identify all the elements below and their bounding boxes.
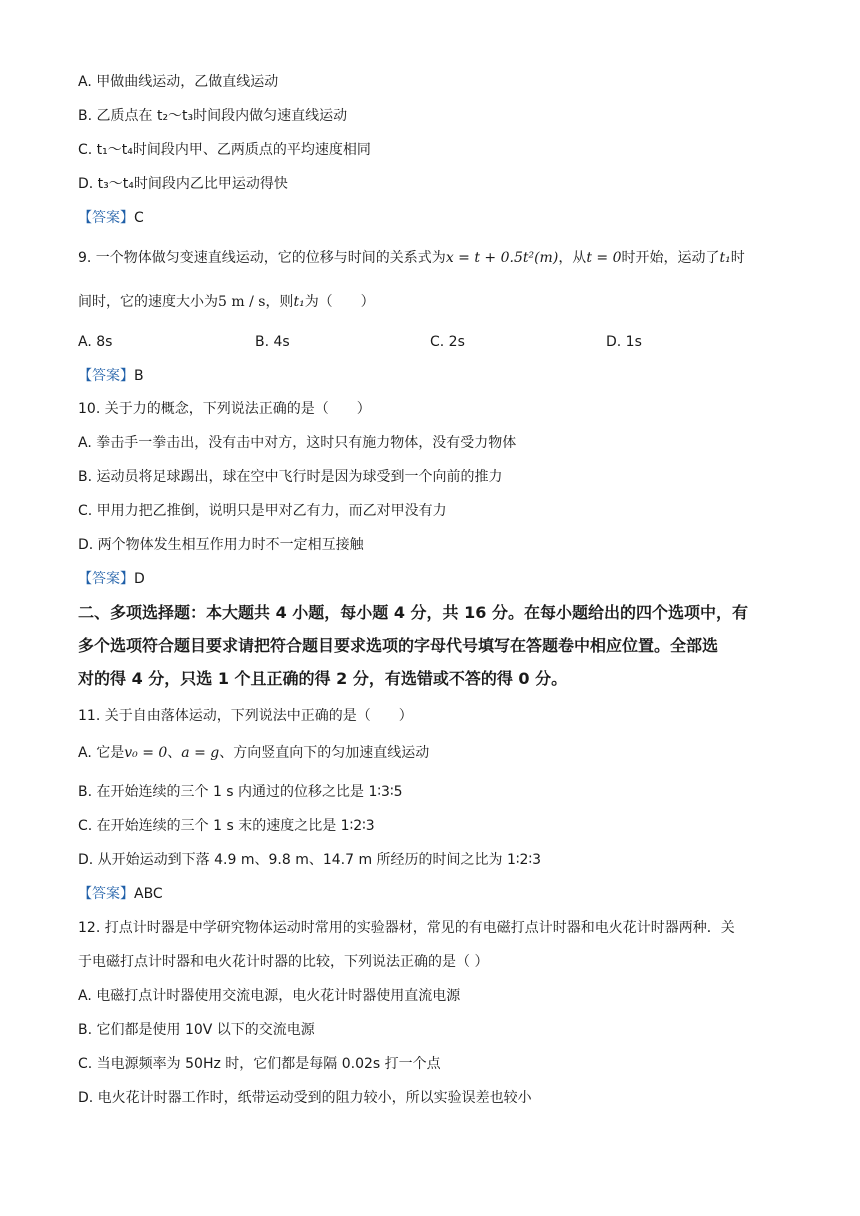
q9-options [78,332,798,352]
section2-heading-line1: 二、多项选择题：本大题共 4 小题，每小题 4 分，共 16 分。在每小题给出的四个选项中，有 [78,603,748,622]
q9-t1: t₁ [719,250,731,266]
q12-option-a: A. 电磁打点计时器使用交流电源，电火花计时器使用直流电源 [78,988,461,1004]
q11-a-pre: A. 它是 [78,745,125,761]
q11-a-end: 、方向竖直向下的匀加速直线运动 [219,745,430,761]
q9-stem-mid: ，从 [558,250,587,266]
q9-line2-end: 为（ ） [304,294,375,310]
q11-a-ag: a = g [181,745,220,761]
section2-heading-line2: 多个选项符合题目要求请把符合题目要求选项的字母代号填写在答题卷中相应位置。全部选 [78,636,719,655]
answer-tag: 【答案】 [78,886,134,902]
q9-option-a: A. 8s [78,334,113,350]
q9-speed: 5 m / s [218,294,266,310]
q9-stem-end: 时 [730,250,745,266]
answer-tag: 【答案】 [78,571,134,587]
q11-stem: 11. 关于自由落体运动，下列说法中正确的是（ ） [78,708,413,724]
q9-line2-pre: 间时，它的速度大小为 [78,294,218,310]
q12-option-b: B. 它们都是使用 10V 以下的交流电源 [78,1022,315,1038]
answer-value: B [134,368,144,384]
q10-option-a: A. 拳击手一拳击出，没有击中对方，这时只有施力物体，没有受力物体 [78,435,517,451]
q9-answer [78,366,144,386]
q9-option-b: B. 4s [255,334,290,350]
q10-option-d: D. 两个物体发生相互作用力时不一定相互接触 [78,537,364,553]
q8-option-c: C. t₁～t₄时间段内甲、乙两质点的平均速度相同 [78,142,371,158]
q9-line2-mid: ，则 [265,294,294,310]
answer-value: C [134,210,144,226]
q11-a-v0: v₀ = 0 [124,745,168,761]
q11-option-b: B. 在开始连续的三个 1 s 内通过的位移之比是 1∶3∶5 [78,784,403,800]
q8-option-a: A. 甲做曲线运动，乙做直线运动 [78,74,279,90]
answer-value: ABC [134,886,163,902]
q12-option-c: C. 当电源频率为 50Hz 时，它们都是每隔 0.02s 打一个点 [78,1056,441,1072]
q8-option-b: B. 乙质点在 t₂～t₃时间段内做匀速直线运动 [78,108,348,124]
q9-t0: t = 0 [586,250,622,266]
q11-option-a [78,743,429,763]
q9-stem-line1 [78,248,745,268]
q10-stem: 10. 关于力的概念，下列说法正确的是（ ） [78,401,371,417]
q12-stem-line1: 12. 打点计时器是中学研究物体运动时常用的实验器材，常见的有电磁打点计时器和电火花计时器两种．关 [78,920,735,936]
q9-option-c: C. 2s [430,334,465,350]
q9-formula: x = t + 0.5t²(m) [445,250,559,266]
q12-stem-line2: 于电磁打点计时器和电火花计时器的比较，下列说法正确的是（ ） [78,954,489,970]
section2-heading-line3: 对的得 4 分，只选 1 个且正确的得 2 分，有选错或不答的得 0 分。 [78,669,568,688]
q10-option-b: B. 运动员将足球踢出，球在空中飞行时是因为球受到一个向前的推力 [78,469,503,485]
q11-option-c: C. 在开始连续的三个 1 s 末的速度之比是 1∶2∶3 [78,818,375,834]
q9-stem-line2 [78,292,375,312]
answer-tag: 【答案】 [78,210,134,226]
q10-option-c: C. 甲用力把乙推倒，说明只是甲对乙有力，而乙对甲没有力 [78,503,447,519]
q12-option-d: D. 电火花计时器工作时，纸带运动受到的阻力较小，所以实验误差也较小 [78,1090,532,1106]
q9-stem-pre: 9. 一个物体做匀变速直线运动，它的位移与时间的关系式为 [78,250,446,266]
q11-a-sep: 、 [167,745,182,761]
answer-value: D [134,571,145,587]
q9-option-d: D. 1s [606,334,642,350]
q9-stem-mid2: 时开始，运动了 [621,250,720,266]
q11-answer [78,884,163,904]
q11-option-d: D. 从开始运动到下落 4.9 m、9.8 m、14.7 m 所经历的时间之比为 1∶2∶3 [78,852,542,868]
q8-answer [78,208,144,228]
answer-tag: 【答案】 [78,368,134,384]
q10-answer [78,569,145,589]
q8-option-d: D. t₃～t₄时间段内乙比甲运动得快 [78,176,288,192]
q9-line2-t1: t₁ [293,294,305,310]
